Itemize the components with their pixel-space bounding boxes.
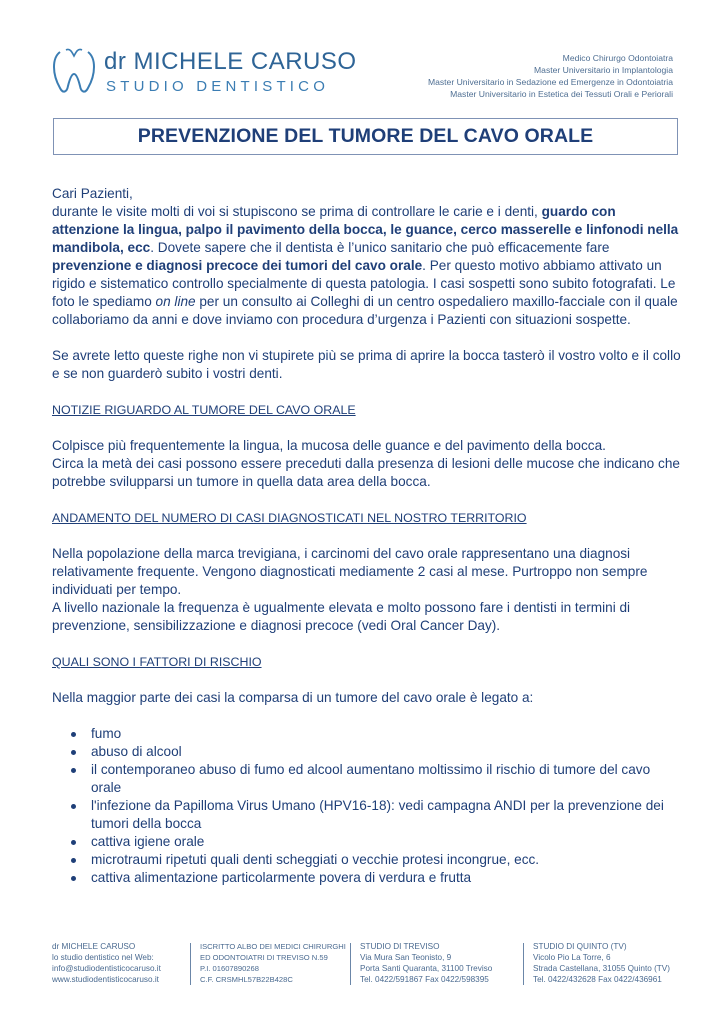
list-item — [52, 797, 684, 833]
list-item-text: cattiva alimentazione particolarmente povera di verdura e frutta — [91, 870, 472, 885]
brand-subtitle: STUDIO DENTISTICO — [106, 78, 330, 95]
footer-registration — [200, 941, 346, 985]
text-run: durante le visite molti di voi si stupiscono se prima di controllare le carie e i denti, — [52, 204, 542, 219]
bullet-icon — [71, 768, 76, 773]
footer-line: Strada Castellana, 31055 Quinto (TV) — [533, 964, 670, 973]
footer-line: ISCRITTO ALBO DEI MEDICI CHIRURGHI — [200, 942, 346, 951]
footer-divider — [350, 943, 351, 985]
footer-line: lo studio dentistico nel Web: — [52, 953, 154, 962]
qualifications-list — [428, 52, 673, 100]
footer-line: Porta Santi Quaranta, 31100 Treviso — [360, 964, 493, 973]
bold-text: prevenzione e diagnosi precoce dei tumori del cavo orale — [52, 258, 423, 273]
paragraph: Nella maggior parte dei casi la comparsa di un tumore del cavo orale è legato a: — [52, 690, 534, 705]
list-item — [52, 833, 684, 851]
footer-divider — [523, 943, 524, 985]
list-item — [52, 851, 684, 869]
qualification: Master Universitario in Sedazione ed Emergenze in Odontoiatria — [427, 77, 673, 87]
list-item — [52, 761, 684, 797]
footer-line: Via Mura San Teonisto, 9 — [360, 953, 452, 962]
footer-line: Tel. 0422/591867 Fax 0422/598395 — [360, 975, 489, 984]
footer-divider — [190, 943, 191, 985]
section-heading: QUALI SONO I FATTORI DI RISCHIO — [52, 655, 262, 669]
section-heading: ANDAMENTO DEL NUMERO DI CASI DIAGNOSTICATI NEL NOSTRO TERRITORIO — [52, 511, 527, 525]
list-item-text: fumo — [91, 726, 122, 741]
intro-paragraph — [52, 203, 684, 329]
brand-name: dr MICHELE CARUSO — [104, 48, 357, 75]
document-body — [52, 185, 684, 887]
footer-contact — [52, 941, 161, 985]
bullet-icon — [71, 804, 76, 809]
paragraph: A livello nazionale la frequenza è ugualmente elevata e molto possono fare i dentisti in termini di prevenzione, sensibilizzazione e diagnosi precoce (vedi Oral Cancer Day). — [52, 600, 631, 633]
footer-line: STUDIO DI QUINTO (TV) — [533, 942, 627, 951]
list-item-text: l'infezione da Papilloma Virus Umano (HPV16-18): vedi campagna ANDI per la prevenzione dei tumori della bocca — [91, 798, 664, 831]
footer-line: Vicolo Pio La Torre, 6 — [533, 953, 611, 962]
qualification: Master Universitario in Estetica dei Tessuti Orali e Periorali — [450, 89, 673, 99]
list-item — [52, 743, 684, 761]
footer-line: P.I. 01607890268 — [200, 964, 259, 973]
paragraph: Nella popolazione della marca trevigiana, i carcinomi del cavo orale rappresentano una diagnosi relativamente frequente. Vengono diagnosticati mediamente 2 casi al mese. Purtroppo non sempre individuati per tempo. — [52, 546, 648, 597]
footer-treviso — [360, 941, 492, 985]
footer-website-link[interactable]: www.studiodentisticocaruso.it — [52, 975, 159, 984]
greeting: Cari Pazienti, — [52, 186, 133, 201]
text-run: per un consulto ai Colleghi di un centro ospedaliero maxillo-facciale con il quale collaboriamo da anni e dove inviamo con procedura d’urgenza i Pazienti con situazioni sospette. — [52, 294, 678, 327]
page-title: PREVENZIONE DEL TUMORE DEL CAVO ORALE — [137, 125, 594, 147]
paragraph: Colpisce più frequentemente la lingua, la mucosa delle guance e del pavimento della bocca. — [52, 438, 606, 453]
qualification: Medico Chirurgo Odontoiatra — [562, 53, 673, 63]
bullet-icon — [71, 858, 76, 863]
list-item-text: abuso di alcool — [91, 744, 182, 759]
list-item — [52, 725, 684, 743]
footer-line: Tel. 0422/432628 Fax 0422/436961 — [533, 975, 662, 984]
text-run: . Dovete sapere che il dentista è l’unico sanitario che può efficacemente fare — [150, 240, 610, 255]
bullet-icon — [71, 876, 76, 881]
footer-email-link[interactable]: info@studiodentisticocaruso.it — [52, 964, 161, 973]
qualification: Master Universitario in Implantologia — [534, 65, 673, 75]
bullet-icon — [71, 840, 76, 845]
footer-line: dr MICHELE CARUSO — [52, 942, 136, 951]
bullet-icon — [71, 732, 76, 737]
italic-text: on line — [155, 294, 196, 309]
footer-quinto — [533, 941, 670, 985]
footer-line: STUDIO DI TREVISO — [360, 942, 440, 951]
bullet-icon — [71, 750, 76, 755]
list-item-text: microtraumi ripetuti quali denti scheggiati o vecchie protesi incongrue, ecc. — [91, 852, 540, 867]
title-box — [53, 118, 678, 155]
list-item — [52, 869, 684, 887]
list-item-text: cattiva igiene orale — [91, 834, 205, 849]
text-run: . Per questo motivo abbiamo attivato un rigido e sistematico controllo specialmente di questa patologia. I casi sospetti sono subito fotografati. Le foto le spediamo — [52, 258, 676, 309]
section-heading: NOTIZIE RIGUARDO AL TUMORE DEL CAVO ORALE — [52, 403, 356, 417]
risk-factor-list — [52, 725, 684, 887]
footer-line: ED ODONTOIATRI DI TREVISO N.59 — [200, 953, 328, 962]
bold-text: guardo con attenzione la lingua, palpo il pavimento della bocca, le guance, cerco masserelle e linfonodi nella mandibola, ecc — [52, 204, 679, 255]
list-item-text: il contemporaneo abuso di fumo ed alcool aumentano moltissimo il rischio di tumore del cavo orale — [91, 762, 651, 795]
footer-line: C.F. CRSMHL57B22B428C — [200, 975, 293, 984]
tooth-logo-icon — [50, 44, 98, 96]
closing-paragraph: Se avrete letto queste righe non vi stupirete più se prima di aprire la bocca tasterò il vostro volto e il collo e se non guarderò subito i vostri denti. — [52, 348, 681, 381]
paragraph: Circa la metà dei casi possono essere preceduti dalla presenza di lesioni delle mucose che indicano che potrebbe svilupparsi un tumore in quella data area della bocca. — [52, 456, 680, 489]
